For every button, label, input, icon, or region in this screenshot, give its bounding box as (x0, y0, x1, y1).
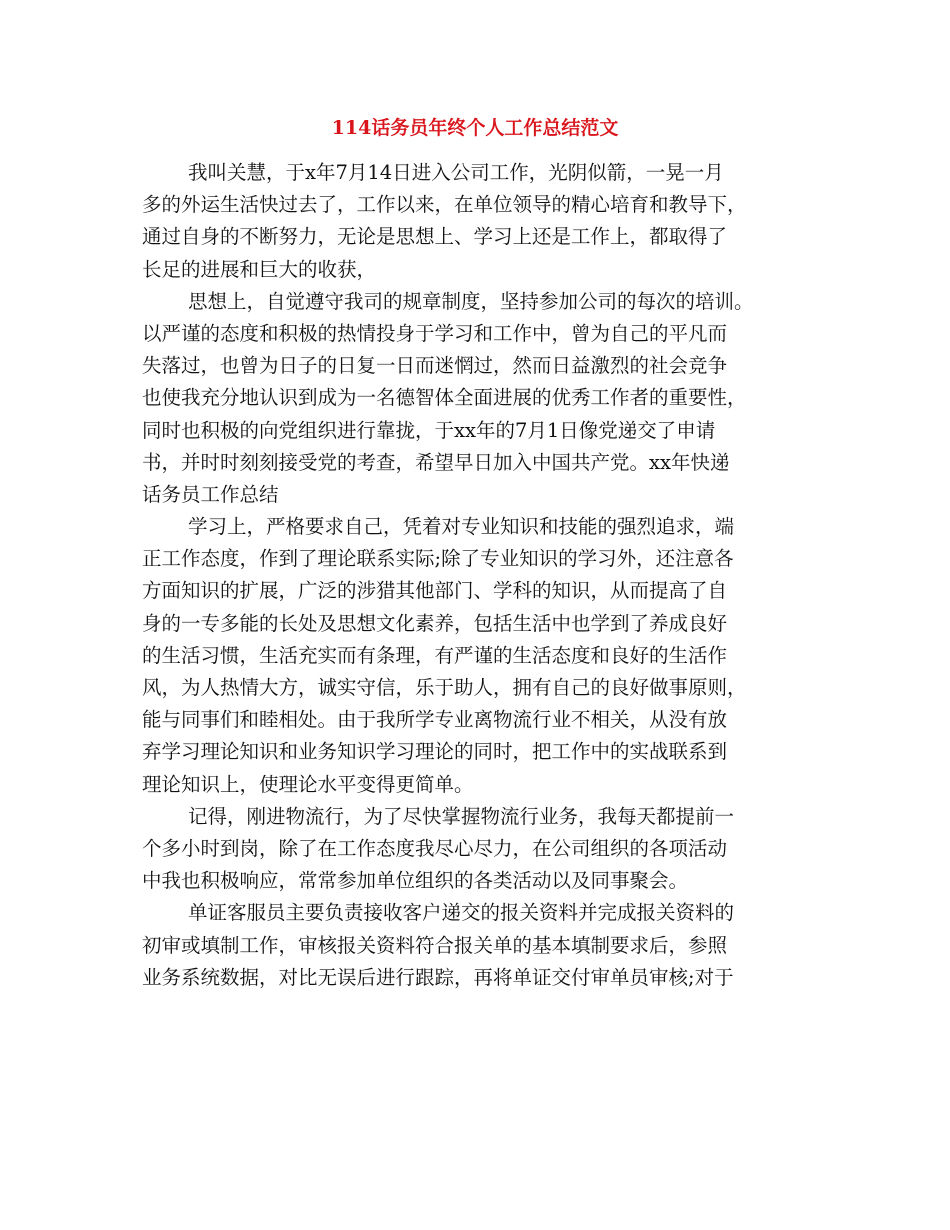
paragraph-line: 理论知识上，使理论水平变得更简单。 (142, 772, 474, 796)
paragraph-line: 多的外运生活快过去了，工作以来，在单位领导的精心培育和教导下， (142, 193, 747, 217)
paragraph-line: 书，并时时刻刻接受党的考查，希望早日加入中国共产党。xx年快递 (142, 450, 730, 474)
paragraph-line: 单证客服员主要负责接收客户递交的报关资料并完成报关资料的 (188, 901, 735, 925)
paragraph-line: 风，为人热情大方，诚实守信，乐于助人，拥有自己的良好做事原则， (142, 676, 747, 699)
paragraph-line: 记得，刚进物流行，为了尽快掌握物流行业务，我每天都提前一 (188, 804, 735, 828)
paragraph-line: 初审或填制工作，审核报关资料符合报关单的基本填制要求后，参照 (142, 933, 728, 957)
paragraph-line: 业务系统数据，对比无误后进行跟踪，再将单证交付审单员审核;对于 (142, 965, 734, 989)
document-title: 114话务员年终个人工作总结范文 (331, 117, 619, 139)
paragraph-line: 能与同事们和睦相处。由于我所学专业离物流行业不相关，从没有放 (142, 708, 728, 732)
paragraph-line: 弃学习理论知识和业务知识学习理论的同时，把工作中的实战联系到 (142, 740, 728, 764)
paragraph-line: 方面知识的扩展，广泛的涉猎其他部门、学科的知识，从而提高了自 (142, 579, 728, 603)
paragraph-line: 通过自身的不断努力，无论是思想上、学习上还是工作上，都取得了 (142, 225, 728, 249)
paragraph-line: 同时也积极的向党组织进行靠拢，于xx年的7月1日像党递交了申请 (142, 418, 716, 442)
paragraph-line: 正工作态度，作到了理论联系实际;除了专业知识的学习外，还注意各 (142, 547, 734, 571)
paragraph-line: 话务员工作总结 (142, 482, 279, 506)
paragraph-line: 也使我充分地认识到成为一名德智体全面进展的优秀工作者的重要性， (142, 386, 747, 410)
paragraph-line: 身的一专多能的长处及思想文化素养，包括生活中也学到了养成良好 (142, 611, 728, 635)
paragraph-line: 失落过，也曾为日子的日复一日而迷惘过，然而日益激烈的社会竞争 (142, 354, 728, 378)
paragraph-line: 长足的进展和巨大的收获， (142, 257, 377, 281)
paragraph-line: 个多小时到岗，除了在工作态度我尽心尽力，在公司组织的各项活动 (142, 836, 728, 860)
paragraph-line: 以严谨的态度和积极的热情投身于学习和工作中，曾为自己的平凡而 (142, 321, 728, 345)
document-body (142, 157, 812, 994)
paragraph-line: 思想上，自觉遵守我司的规章制度，坚持参加公司的每次的培训。 (188, 289, 754, 313)
paragraph-line: 的生活习惯，生活充实而有条理，有严谨的生活态度和良好的生活作 (142, 643, 728, 667)
paragraph-line: 学习上，严格要求自己，凭着对专业知识和技能的强烈追求，端 (188, 515, 735, 539)
paragraph-line: 我叫关慧，于x年7月14日进入公司工作，光阴似箭，一晃一月 (188, 161, 724, 184)
paragraph-line: 中我也积极响应，常常参加单位组织的各类活动以及同事聚会。 (142, 869, 689, 893)
